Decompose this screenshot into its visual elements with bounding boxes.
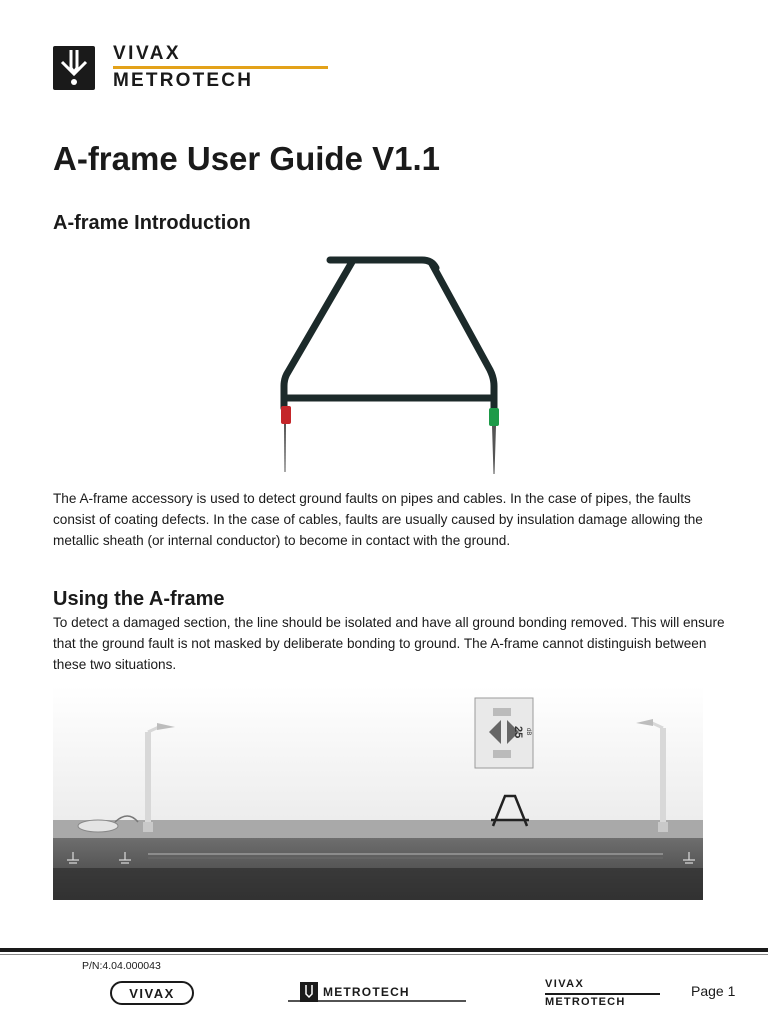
scene-display-unit: dB <box>525 728 531 736</box>
intro-paragraph: The A-frame accessory is used to detect ground faults on pipes and cables. In the case of pipes, the faults consist of coating defects. In the case of cables, faults are usually caused by insulation damage allowing the metallic sheath (or internal conductor) to become in contact with the ground. <box>53 491 703 548</box>
footer-vm-top: VIVAX <box>545 978 585 990</box>
brand-accent-line <box>113 66 328 69</box>
brand-name-top: VIVAX <box>113 43 182 64</box>
intro-heading: A-frame Introduction <box>53 212 251 234</box>
usage-heading: Using the A-frame <box>53 588 225 610</box>
footer-vivax-text: VIVAX <box>129 986 175 1001</box>
footer-vm-line <box>545 993 660 995</box>
a-frame-accessory-icon <box>272 248 508 480</box>
document-title: A-frame User Guide V1.1 <box>53 140 440 177</box>
footer-rule-thin <box>0 954 768 955</box>
footer-metrotech-logo <box>288 980 468 1011</box>
footer-vivax-logo <box>110 981 194 1010</box>
ground-fault-scene-figure <box>53 686 703 900</box>
header-logo <box>53 43 333 92</box>
brand-name-bottom: METROTECH <box>113 70 254 91</box>
usage-paragraph: To detect a damaged section, the line should be isolated and have all ground bonding removed. This will ensure that the ground fault is not masked by deliberate bonding to ground. The A-frame cannot distinguish between these two situations. <box>53 615 725 672</box>
footer-metrotech-text: METROTECH <box>323 985 410 999</box>
part-number: P/N:4.04.000043 <box>82 960 161 972</box>
page-number: Page 1 <box>691 983 736 999</box>
footer-vm-bottom: METROTECH <box>545 996 626 1008</box>
vivax-metrotech-mark-icon <box>53 46 95 90</box>
footer-rule <box>0 948 768 952</box>
footer-vivax-metrotech-logo <box>545 978 665 1008</box>
scene-display-reading: 25 <box>512 726 524 739</box>
